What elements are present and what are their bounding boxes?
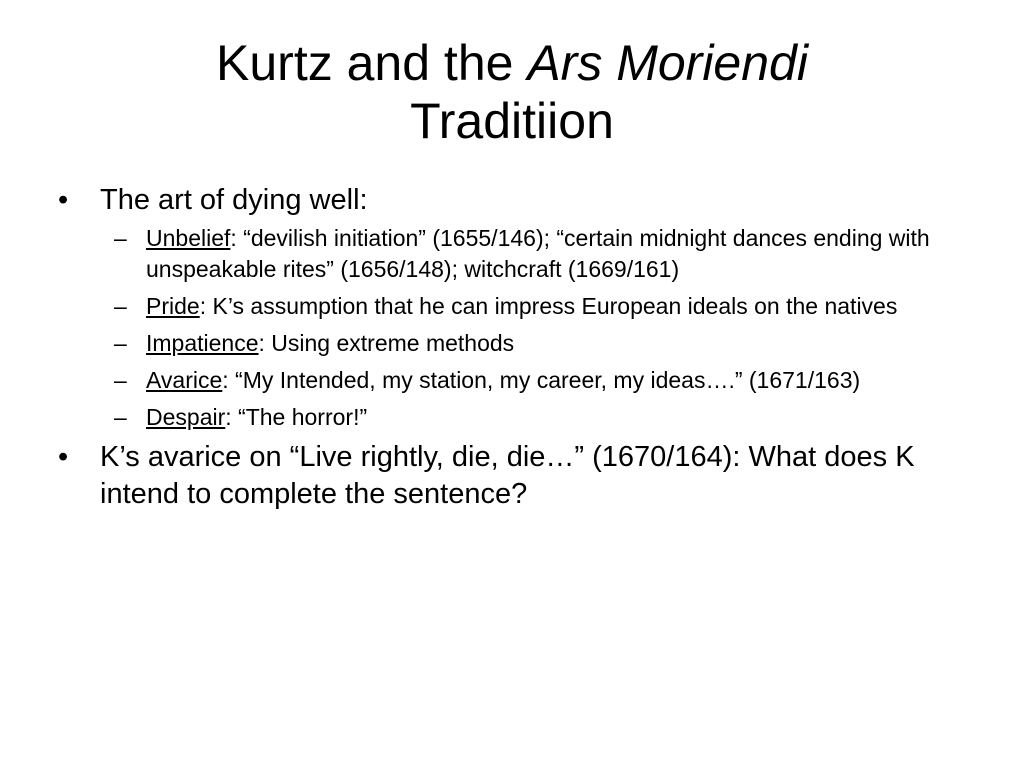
sub-item-despair <box>58 402 956 433</box>
sub-item-text: : “devilish initiation” (1655/146); “certain midnight dances ending with unspeakable rites” (1656/148); witchcraft (1669/161) <box>146 225 930 282</box>
title-italic: Ars Moriendi <box>527 35 808 91</box>
dash-glyph: – <box>114 404 127 430</box>
dash-glyph: – <box>114 330 127 356</box>
bullet-item <box>58 182 958 219</box>
bullet-glyph: • <box>58 441 69 473</box>
sub-list <box>58 223 958 433</box>
sub-item-unbelief <box>58 223 956 285</box>
sub-item-text: : K’s assumption that he can impress European ideals on the natives <box>199 293 898 319</box>
sub-item-impatience <box>58 328 956 359</box>
sub-item-term: Impatience <box>146 330 259 356</box>
sub-item-avarice <box>58 365 956 396</box>
sub-item-term: Avarice <box>146 367 223 393</box>
sub-item-term: Unbelief <box>146 225 231 251</box>
slide-body <box>58 182 958 513</box>
dash-glyph: – <box>114 293 127 319</box>
bullet-text: The art of dying well: <box>100 184 368 216</box>
bullet-text: K’s avarice on “Live rightly, die, die…” (1670/164): What does K intend to complete the sentence? <box>100 441 915 510</box>
sub-item-term: Despair <box>146 404 226 430</box>
sub-item-term: Pride <box>146 293 200 319</box>
bullet-glyph: • <box>58 184 69 216</box>
dash-glyph: – <box>114 367 127 393</box>
sub-item-text: : “My Intended, my station, my career, my ideas….” (1671/163) <box>222 367 861 393</box>
sub-item-text: : Using extreme methods <box>258 330 515 356</box>
sub-item-pride <box>58 291 956 322</box>
title-part1: Kurtz and the <box>216 35 528 91</box>
dash-glyph: – <box>114 225 127 251</box>
title-line2: Traditiion <box>410 93 614 149</box>
slide-title <box>40 34 984 150</box>
bullet-item <box>58 439 958 513</box>
sub-item-text: : “The horror!” <box>225 404 368 430</box>
